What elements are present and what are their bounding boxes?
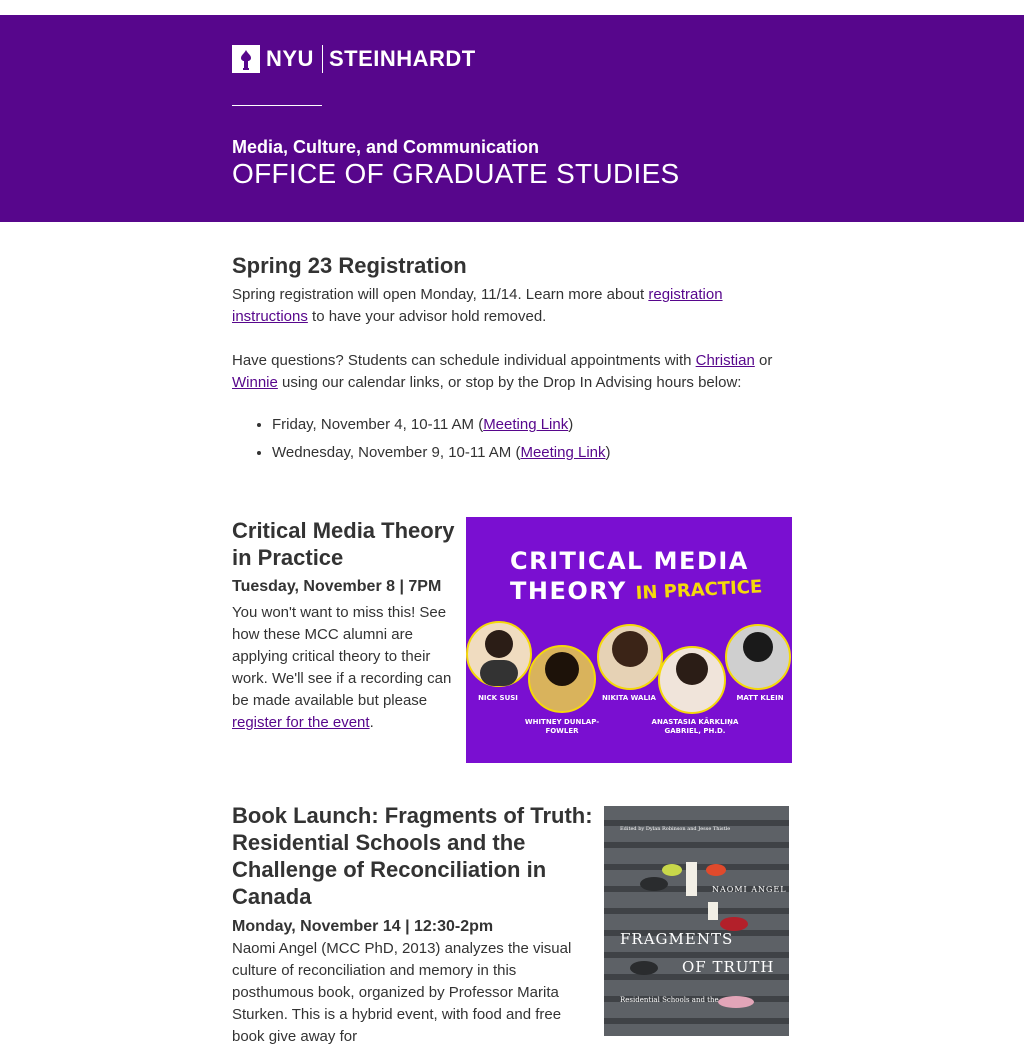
cover-subtitle: Residential Schools and the bbox=[620, 996, 719, 1004]
registration-paragraph bbox=[232, 284, 792, 328]
poster-line2: THEORY bbox=[510, 577, 627, 605]
poster-name-anastasia-1: ANASTASIA KĀRKLIŅA bbox=[651, 718, 739, 726]
cmt-body bbox=[232, 602, 466, 734]
book-title: Book Launch: Fragments of Truth: Residential Schools and the Challenge of Reconciliation in Canada bbox=[232, 803, 593, 909]
registration-text-1: Spring registration will open Monday, 11/14. Learn more about bbox=[232, 286, 649, 303]
advising-text-2: or bbox=[754, 352, 773, 369]
top-strip bbox=[0, 0, 1024, 15]
cover-editors: Edited by Dylan Robinson and Jesse Thistle bbox=[620, 826, 731, 832]
register-event-link[interactable]: register for the event bbox=[232, 714, 370, 731]
advising-text-1: Have questions? Students can schedule individual appointments with bbox=[232, 352, 696, 369]
hours-text: Friday, November 4, 10-11 AM ( bbox=[272, 416, 484, 433]
advising-hours-list bbox=[272, 414, 792, 470]
poster-accent: IN PRACTICE bbox=[635, 576, 763, 604]
hours-close: ) bbox=[568, 416, 574, 433]
registration-instructions-link[interactable]: registration instructions bbox=[232, 286, 723, 325]
department-name: Media, Culture, and Communication bbox=[232, 137, 540, 157]
logo-nyu-text: NYU bbox=[266, 46, 314, 71]
book-cover-image[interactable] bbox=[604, 806, 789, 1036]
poster-line1: CRITICAL MEDIA bbox=[510, 547, 749, 575]
cover-title-2: OF TRUTH bbox=[682, 958, 775, 976]
cover-author: NAOMI ANGEL bbox=[712, 885, 787, 894]
poster-name-matt: MATT KLEIN bbox=[736, 694, 784, 702]
email-header bbox=[0, 15, 1024, 222]
christian-link[interactable]: Christian bbox=[695, 352, 755, 369]
registration-title: Spring 23 Registration bbox=[232, 253, 467, 278]
cmt-title: Critical Media Theory in Practice bbox=[232, 518, 455, 570]
office-title: OFFICE OF GRADUATE STUDIES bbox=[232, 158, 680, 189]
logo-divider bbox=[322, 45, 323, 73]
advising-text-3: using our calendar links, or stop by the Drop In Advising hours below: bbox=[277, 374, 742, 391]
torch-icon bbox=[232, 45, 260, 73]
cmt-date: Tuesday, November 8 | 7PM bbox=[232, 578, 442, 595]
poster-name-whitney-2: FOWLER bbox=[545, 727, 579, 735]
hours-close: ) bbox=[605, 444, 611, 461]
winnie-link[interactable]: Winnie bbox=[232, 374, 278, 391]
cmt-body-text: You won't want to miss this! See how these MCC alumni are applying critical theory to their work. We'll see if a recording can be made available but please bbox=[232, 604, 452, 709]
list-item bbox=[272, 414, 792, 436]
list-item bbox=[272, 442, 792, 464]
poster-name-anastasia-2: GABRIEL, PH.D. bbox=[664, 727, 726, 735]
meeting-link[interactable]: Meeting Link bbox=[483, 416, 569, 433]
registration-text-2: to have your advisor hold removed. bbox=[307, 308, 547, 325]
logo-steinhardt-text: STEINHARDT bbox=[328, 46, 476, 71]
advising-paragraph bbox=[232, 350, 792, 394]
cover-title-1: FRAGMENTS bbox=[620, 930, 734, 948]
cmt-poster-image[interactable] bbox=[466, 517, 792, 763]
book-date: Monday, November 14 | 12:30-2pm bbox=[232, 918, 494, 935]
header-rule bbox=[232, 105, 322, 106]
poster-name-whitney-1: WHITNEY DUNLAP- bbox=[524, 718, 600, 726]
meeting-link[interactable]: Meeting Link bbox=[520, 444, 606, 461]
poster-name-nikita: NIKITA WALIA bbox=[602, 694, 656, 702]
poster-name-nick: NICK SUSI bbox=[478, 694, 518, 702]
nyu-steinhardt-logo[interactable] bbox=[232, 45, 476, 73]
book-body: Naomi Angel (MCC PhD, 2013) analyzes the visual culture of reconciliation and memory in this posthumous book, organized by Professor Marita Sturken. This is a hybrid event, with food and free book give away for bbox=[232, 940, 572, 1045]
hours-text: Wednesday, November 9, 10-11 AM ( bbox=[272, 444, 521, 461]
cmt-body-end: . bbox=[369, 714, 374, 731]
